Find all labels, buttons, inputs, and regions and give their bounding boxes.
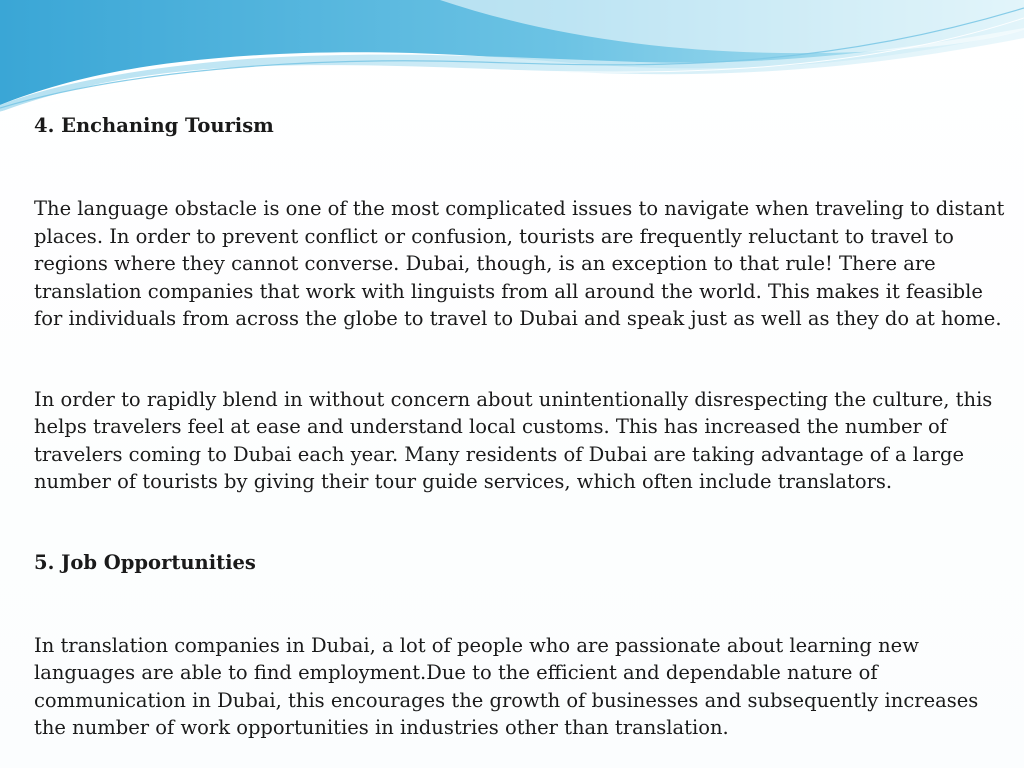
decorative-wave-banner: [0, 0, 1024, 120]
section-heading-tourism: 4. Enchaning Tourism: [34, 114, 274, 137]
slide-content: [34, 112, 1014, 742]
tourism-paragraph-1: The language obstacle is one of the most complicated issues to navigate when traveling to distant places. In order to prevent conflict or confusion, tourists are frequently reluctant to travel to regions where they cannot converse. Dubai, though, is an exception to that rule! There are translation companies that work with linguists from all around the world. This makes it feasible for individuals from across the globe to travel to Dubai and speak just as well as they do at home.: [34, 197, 1005, 330]
section-heading-jobs: 5. Job Opportunities: [34, 550, 256, 574]
jobs-paragraph-1: In translation companies in Dubai, a lot of people who are passionate about learning new languages are able to find employment.Due to the efficient and dependable nature of communication in Dubai, this encourages the growth of businesses and subsequently increases the number of work opportunities in industries other than translation.: [34, 633, 979, 739]
tourism-paragraph-2: In order to rapidly blend in without concern about unintentionally disrespecting the culture, this helps travelers feel at ease and understand local customs. This has increased the number of travelers coming to Dubai each year. Many residents of Dubai are taking advantage of a large number of tourists by giving their tour guide services, which often include translators.: [34, 387, 993, 493]
